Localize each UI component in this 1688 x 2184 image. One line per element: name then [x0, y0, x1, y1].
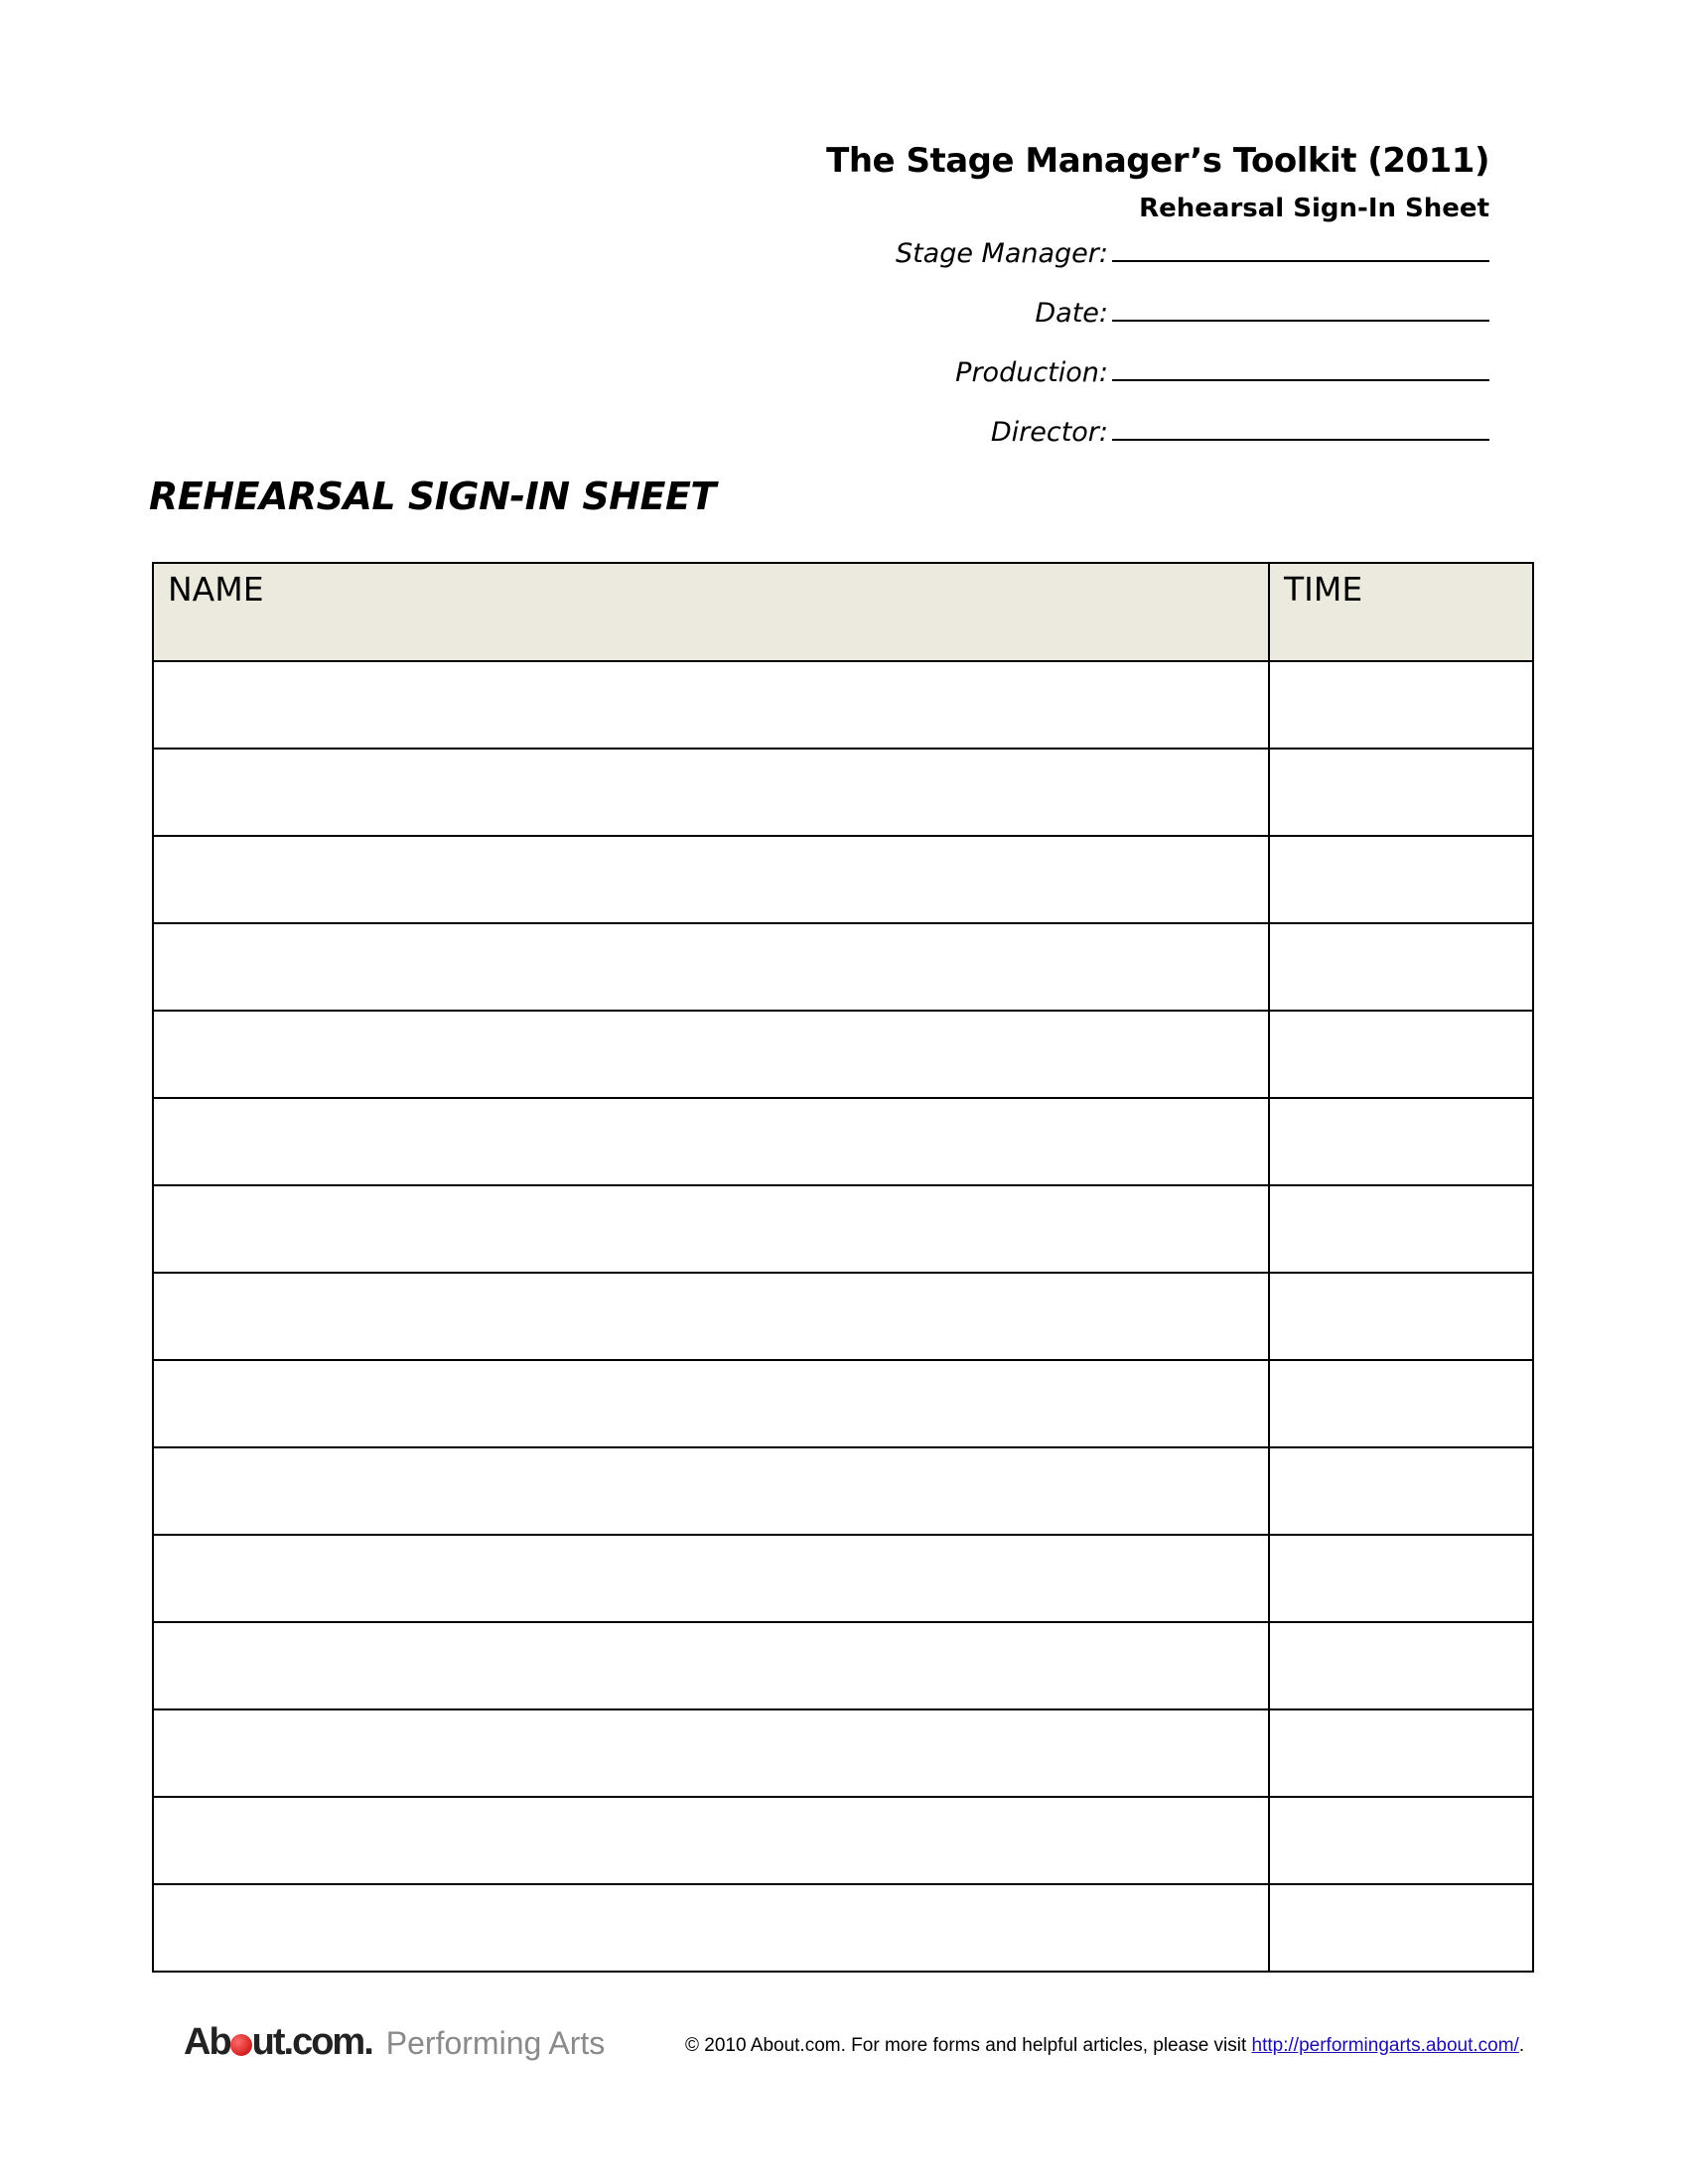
time-column-header: TIME [1269, 563, 1533, 661]
time-cell[interactable] [1269, 1185, 1533, 1273]
table-row [153, 1098, 1533, 1185]
name-cell[interactable] [153, 1273, 1269, 1360]
table-row [153, 661, 1533, 749]
table-row [153, 1011, 1533, 1098]
about-logo [184, 2021, 605, 2064]
table-header-row [153, 563, 1533, 661]
name-column-header: NAME [153, 563, 1269, 661]
logo-brand: Ab ut.com. [184, 2021, 372, 2063]
date-label: Date: [1035, 298, 1108, 329]
table-row [153, 749, 1533, 836]
header-fields [794, 224, 1489, 463]
production-field [794, 343, 1489, 403]
director-blank[interactable] [1112, 413, 1489, 441]
logo-dot-icon [230, 2034, 252, 2056]
name-cell[interactable] [153, 836, 1269, 923]
name-cell[interactable] [153, 1360, 1269, 1447]
name-cell[interactable] [153, 1797, 1269, 1884]
time-cell[interactable] [1269, 1098, 1533, 1185]
document-header [794, 137, 1489, 463]
copyright-end: . [1518, 2035, 1525, 2056]
name-cell[interactable] [153, 1535, 1269, 1622]
table-body [153, 661, 1533, 1972]
time-cell[interactable] [1269, 749, 1533, 836]
time-cell[interactable] [1269, 1360, 1533, 1447]
time-cell[interactable] [1269, 1797, 1533, 1884]
time-cell[interactable] [1269, 1709, 1533, 1797]
document-subtitle: Rehearsal Sign-In Sheet [1139, 194, 1489, 223]
name-cell[interactable] [153, 1011, 1269, 1098]
stage-manager-label: Stage Manager: [895, 238, 1108, 269]
time-cell[interactable] [1269, 1884, 1533, 1972]
date-field [794, 284, 1489, 343]
table-row [153, 1447, 1533, 1535]
time-cell[interactable] [1269, 1273, 1533, 1360]
logo-section-name: Performing Arts [385, 2025, 606, 2061]
time-cell[interactable] [1269, 1447, 1533, 1535]
table-row [153, 836, 1533, 923]
time-cell[interactable] [1269, 661, 1533, 749]
table-row [153, 1360, 1533, 1447]
document-title: The Stage Manager’s Toolkit (2011) [826, 141, 1489, 181]
copyright-text: © 2010 About.com. For more forms and helpful articles, please visit [685, 2035, 1252, 2056]
director-field [794, 403, 1489, 463]
time-cell[interactable] [1269, 1011, 1533, 1098]
name-cell[interactable] [153, 1622, 1269, 1709]
performing-arts-link[interactable]: http://performingarts.about.com/ [1251, 2035, 1519, 2056]
time-cell[interactable] [1269, 836, 1533, 923]
footer [184, 2021, 1534, 2071]
production-blank[interactable] [1112, 353, 1489, 381]
name-cell[interactable] [153, 1185, 1269, 1273]
date-blank[interactable] [1112, 294, 1489, 322]
table-row [153, 923, 1533, 1011]
sign-in-table [152, 562, 1534, 1973]
copyright-notice [685, 2035, 1524, 2057]
name-cell[interactable] [153, 1884, 1269, 1972]
table-row [153, 1185, 1533, 1273]
name-cell[interactable] [153, 749, 1269, 836]
time-cell[interactable] [1269, 1535, 1533, 1622]
name-cell[interactable] [153, 923, 1269, 1011]
table-row [153, 1709, 1533, 1797]
name-cell[interactable] [153, 1098, 1269, 1185]
director-label: Director: [990, 417, 1108, 448]
table-row [153, 1273, 1533, 1360]
time-cell[interactable] [1269, 923, 1533, 1011]
time-cell[interactable] [1269, 1622, 1533, 1709]
name-cell[interactable] [153, 1447, 1269, 1535]
name-cell[interactable] [153, 1709, 1269, 1797]
name-cell[interactable] [153, 661, 1269, 749]
stage-manager-field [794, 224, 1489, 284]
table-row [153, 1797, 1533, 1884]
table-row [153, 1884, 1533, 1972]
production-label: Production: [955, 357, 1108, 388]
stage-manager-blank[interactable] [1112, 234, 1489, 262]
sheet-title: REHEARSAL SIGN-IN SHEET [149, 475, 716, 518]
table-row [153, 1535, 1533, 1622]
table-row [153, 1622, 1533, 1709]
